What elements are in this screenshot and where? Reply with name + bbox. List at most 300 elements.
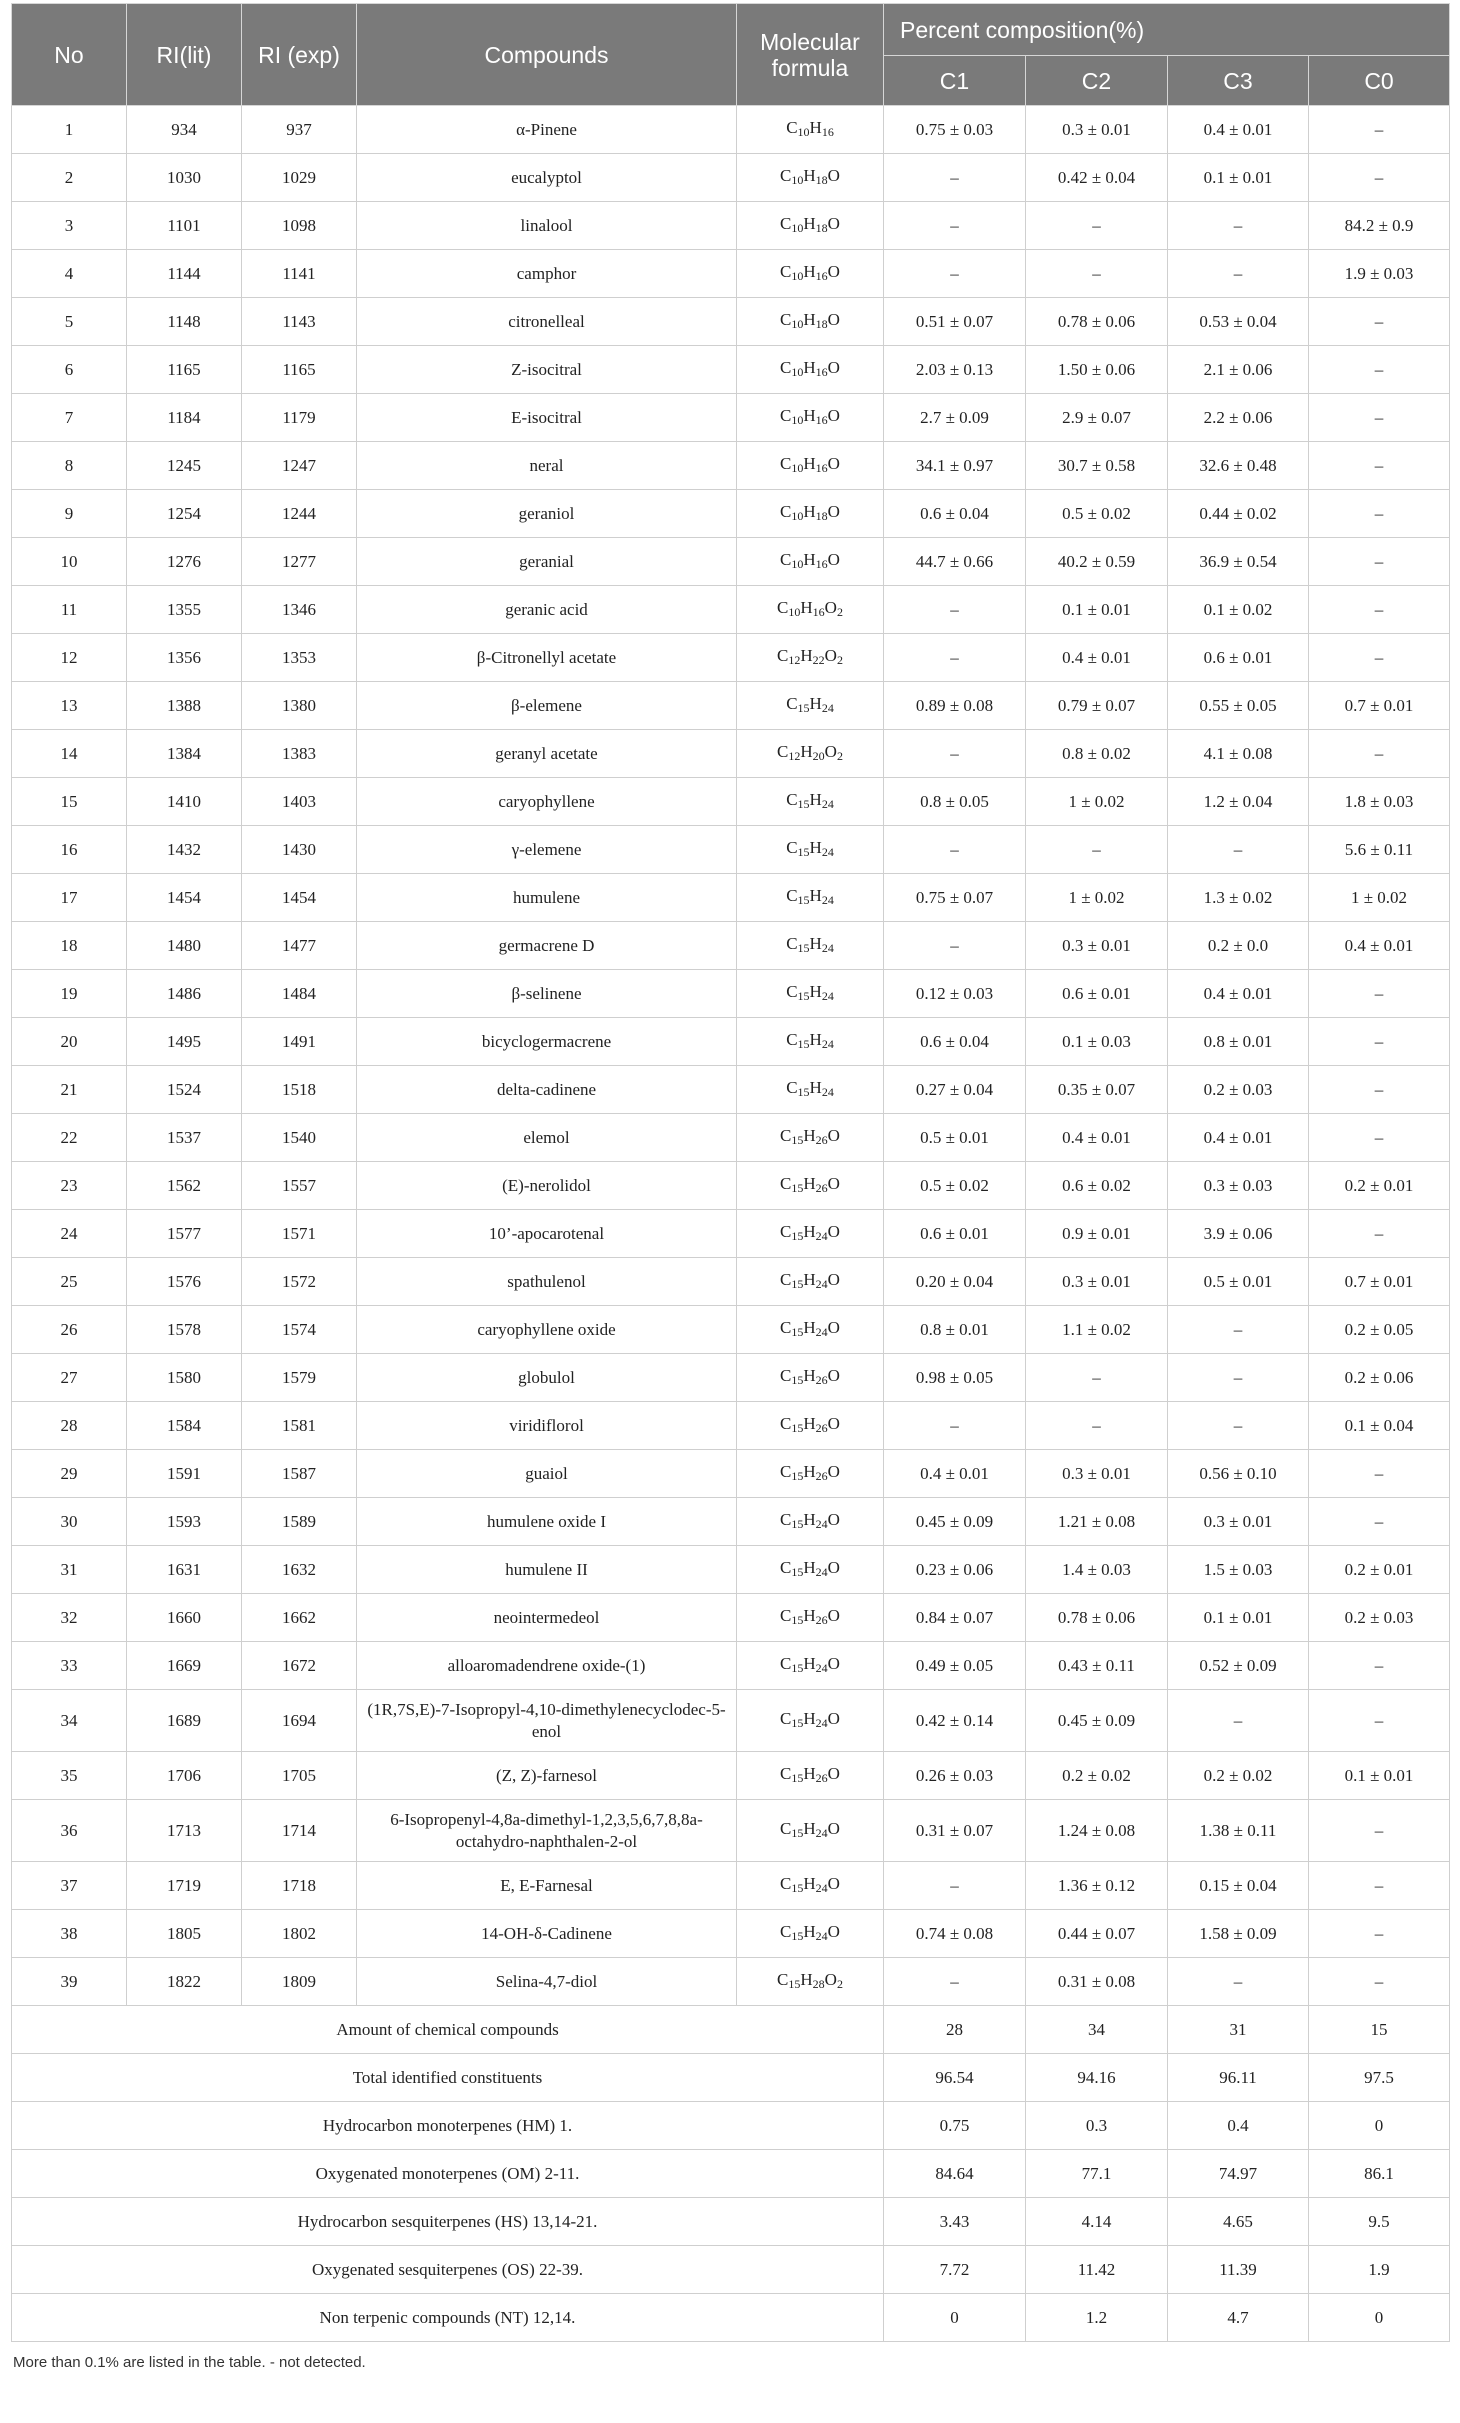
cell-c1: 0.42 ± 0.14 xyxy=(884,1690,1026,1752)
formula-subscript: 16 xyxy=(812,604,825,619)
cell-compound: germacrene D xyxy=(357,922,737,970)
formula-subscript: 10 xyxy=(791,268,804,283)
cell-compound: humulene oxide I xyxy=(357,1498,737,1546)
cell-ri-lit: 1631 xyxy=(127,1546,242,1594)
cell-ri-lit: 1689 xyxy=(127,1690,242,1752)
formula-subscript: 10 xyxy=(797,124,810,139)
cell-ri-exp: 1809 xyxy=(242,1958,357,2006)
table-row xyxy=(12,1354,1450,1402)
formula-element: O xyxy=(824,1969,837,1989)
formula-element: C xyxy=(780,405,792,425)
formula-element: H xyxy=(803,1653,816,1673)
cell-ri-exp: 1403 xyxy=(242,778,357,826)
cell-c2: 0.35 ± 0.07 xyxy=(1026,1066,1168,1114)
table-row xyxy=(12,1862,1450,1910)
formula-element: C xyxy=(786,117,798,137)
cell-no: 17 xyxy=(12,874,127,922)
cell-formula xyxy=(737,634,884,682)
header-no: No xyxy=(12,4,127,106)
table-footnote: More than 0.1% are listed in the table. - not detected. xyxy=(13,2354,366,2371)
cell-c0: 0.2 ± 0.01 xyxy=(1309,1162,1450,1210)
cell-c3: 0.4 ± 0.01 xyxy=(1168,970,1309,1018)
cell-c2: 0.6 ± 0.01 xyxy=(1026,970,1168,1018)
summary-c3: 96.11 xyxy=(1168,2054,1309,2102)
cell-c3: 0.1 ± 0.02 xyxy=(1168,586,1309,634)
cell-ri-lit: 1577 xyxy=(127,1210,242,1258)
table-row xyxy=(12,1306,1450,1354)
cell-compound: 14-OH-δ-Cadinene xyxy=(357,1910,737,1958)
cell-c2: 0.2 ± 0.02 xyxy=(1026,1752,1168,1800)
cell-c0: 0.2 ± 0.05 xyxy=(1309,1306,1450,1354)
formula-element: O xyxy=(827,501,840,521)
cell-ri-exp: 1581 xyxy=(242,1402,357,1450)
summary-c1: 7.72 xyxy=(884,2246,1026,2294)
cell-ri-lit: 1184 xyxy=(127,394,242,442)
summary-c1: 0 xyxy=(884,2294,1026,2342)
cell-c2: 1.24 ± 0.08 xyxy=(1026,1800,1168,1862)
cell-c3: 0.1 ± 0.01 xyxy=(1168,1594,1309,1642)
cell-c2: – xyxy=(1026,250,1168,298)
formula-subscript: 26 xyxy=(815,1468,828,1483)
cell-c1: 0.74 ± 0.08 xyxy=(884,1910,1026,1958)
summary-label: Non terpenic compounds (NT) 12,14. xyxy=(12,2294,884,2342)
cell-ri-lit: 1706 xyxy=(127,1752,242,1800)
formula-subscript: 24 xyxy=(815,1825,828,1840)
formula-subscript: 15 xyxy=(791,1715,804,1730)
cell-compound: E, E-Farnesal xyxy=(357,1862,737,1910)
cell-c0: 0.2 ± 0.01 xyxy=(1309,1546,1450,1594)
header-c2: C2 xyxy=(1026,56,1168,106)
cell-c1: 0.45 ± 0.09 xyxy=(884,1498,1026,1546)
cell-c2: 0.1 ± 0.01 xyxy=(1026,586,1168,634)
formula-element: H xyxy=(809,1077,822,1097)
cell-c0: 0.2 ± 0.06 xyxy=(1309,1354,1450,1402)
formula-element: C xyxy=(780,453,792,473)
cell-ri-lit: 1144 xyxy=(127,250,242,298)
formula-subscript: 26 xyxy=(815,1180,828,1195)
cell-no: 18 xyxy=(12,922,127,970)
cell-formula xyxy=(737,1258,884,1306)
cell-compound: eucalyptol xyxy=(357,154,737,202)
cell-ri-lit: 1591 xyxy=(127,1450,242,1498)
formula-subscript: 15 xyxy=(797,796,810,811)
cell-ri-exp: 1277 xyxy=(242,538,357,586)
cell-no: 23 xyxy=(12,1162,127,1210)
table-row xyxy=(12,874,1450,922)
cell-formula xyxy=(737,394,884,442)
header-percent-composition: Percent composition(%) xyxy=(884,4,1450,56)
cell-compound: β-selinene xyxy=(357,970,737,1018)
summary-row xyxy=(12,2150,1450,2198)
cell-formula xyxy=(737,202,884,250)
summary-c1: 0.75 xyxy=(884,2102,1026,2150)
formula-element: O xyxy=(827,1509,840,1529)
cell-formula xyxy=(737,298,884,346)
cell-c1: 2.7 ± 0.09 xyxy=(884,394,1026,442)
cell-c2: 1 ± 0.02 xyxy=(1026,874,1168,922)
formula-subscript: 15 xyxy=(791,1372,804,1387)
formula-element: C xyxy=(786,837,798,857)
cell-c3: 0.8 ± 0.01 xyxy=(1168,1018,1309,1066)
cell-c2: 0.43 ± 0.11 xyxy=(1026,1642,1168,1690)
cell-c2: 1.4 ± 0.03 xyxy=(1026,1546,1168,1594)
summary-c0: 1.9 xyxy=(1309,2246,1450,2294)
cell-c2: – xyxy=(1026,826,1168,874)
header-compounds: Compounds xyxy=(357,4,737,106)
formula-element: O xyxy=(827,405,840,425)
summary-c1: 84.64 xyxy=(884,2150,1026,2198)
formula-subscript: 15 xyxy=(791,1928,804,1943)
summary-c0: 15 xyxy=(1309,2006,1450,2054)
formula-element: H xyxy=(803,501,816,521)
header-c0: C0 xyxy=(1309,56,1450,106)
cell-ri-exp: 1557 xyxy=(242,1162,357,1210)
table-row xyxy=(12,1402,1450,1450)
cell-c0: 5.6 ± 0.11 xyxy=(1309,826,1450,874)
formula-element: C xyxy=(780,1269,792,1289)
cell-ri-lit: 1524 xyxy=(127,1066,242,1114)
table-row xyxy=(12,1752,1450,1800)
formula-subscript: 15 xyxy=(791,1420,804,1435)
cell-formula xyxy=(737,682,884,730)
summary-c0: 0 xyxy=(1309,2294,1450,2342)
formula-subscript: 26 xyxy=(815,1612,828,1627)
formula-subscript: 18 xyxy=(815,316,828,331)
cell-formula xyxy=(737,586,884,634)
cell-c0: – xyxy=(1309,970,1450,1018)
cell-ri-exp: 1540 xyxy=(242,1114,357,1162)
formula-element: H xyxy=(800,597,813,617)
cell-formula xyxy=(737,1800,884,1862)
cell-c3: 0.44 ± 0.02 xyxy=(1168,490,1309,538)
cell-formula xyxy=(737,1354,884,1402)
table-row xyxy=(12,922,1450,970)
cell-c0: – xyxy=(1309,490,1450,538)
cell-c2: 0.45 ± 0.09 xyxy=(1026,1690,1168,1752)
cell-compound: humulene II xyxy=(357,1546,737,1594)
formula-element: H xyxy=(809,981,822,1001)
cell-compound: geranyl acetate xyxy=(357,730,737,778)
summary-c1: 96.54 xyxy=(884,2054,1026,2102)
cell-c2: – xyxy=(1026,1402,1168,1450)
cell-c2: 0.5 ± 0.02 xyxy=(1026,490,1168,538)
formula-element: O xyxy=(827,357,840,377)
formula-subscript: 15 xyxy=(797,892,810,907)
cell-formula xyxy=(737,1690,884,1752)
formula-element: C xyxy=(780,1763,792,1783)
formula-element: O xyxy=(827,309,840,329)
cell-c3: 0.4 ± 0.01 xyxy=(1168,106,1309,154)
formula-element: C xyxy=(780,1317,792,1337)
cell-c3: 0.2 ± 0.0 xyxy=(1168,922,1309,970)
formula-element: O xyxy=(827,1221,840,1241)
cell-c3: 1.38 ± 0.11 xyxy=(1168,1800,1309,1862)
cell-formula xyxy=(737,490,884,538)
cell-formula xyxy=(737,1210,884,1258)
cell-no: 10 xyxy=(12,538,127,586)
formula-subscript: 16 xyxy=(821,124,834,139)
formula-subscript: 15 xyxy=(791,1660,804,1675)
formula-subscript: 15 xyxy=(791,1228,804,1243)
formula-element: H xyxy=(803,1921,816,1941)
formula-element: H xyxy=(803,1221,816,1241)
summary-c0: 97.5 xyxy=(1309,2054,1450,2102)
formula-element: H xyxy=(803,357,816,377)
cell-c3: – xyxy=(1168,1402,1309,1450)
formula-element: O xyxy=(827,165,840,185)
formula-element: H xyxy=(803,1461,816,1481)
header-ri-exp: RI (exp) xyxy=(242,4,357,106)
cell-compound: globulol xyxy=(357,1354,737,1402)
cell-compound: β-Citronellyl acetate xyxy=(357,634,737,682)
cell-c1: 0.89 ± 0.08 xyxy=(884,682,1026,730)
cell-ri-lit: 1276 xyxy=(127,538,242,586)
table-row xyxy=(12,778,1450,826)
cell-formula xyxy=(737,1066,884,1114)
formula-subscript: 24 xyxy=(821,940,834,955)
formula-element: O xyxy=(824,741,837,761)
table-body xyxy=(12,106,1450,2342)
table-row xyxy=(12,1450,1450,1498)
cell-compound: neointermedeol xyxy=(357,1594,737,1642)
cell-c0: – xyxy=(1309,154,1450,202)
cell-no: 24 xyxy=(12,1210,127,1258)
formula-subscript: 2 xyxy=(836,748,843,763)
formula-element: O xyxy=(827,1921,840,1941)
cell-c2: 1.21 ± 0.08 xyxy=(1026,1498,1168,1546)
formula-subscript: 16 xyxy=(815,556,828,571)
formula-element: O xyxy=(827,1763,840,1783)
header-c1: C1 xyxy=(884,56,1026,106)
composition-table xyxy=(11,3,1450,2342)
cell-c1: 0.20 ± 0.04 xyxy=(884,1258,1026,1306)
cell-c0: 0.1 ± 0.04 xyxy=(1309,1402,1450,1450)
formula-subscript: 24 xyxy=(815,1228,828,1243)
formula-subscript: 15 xyxy=(797,844,810,859)
cell-compound: geranial xyxy=(357,538,737,586)
cell-ri-exp: 1383 xyxy=(242,730,357,778)
cell-c2: 40.2 ± 0.59 xyxy=(1026,538,1168,586)
formula-element: O xyxy=(827,453,840,473)
formula-element: C xyxy=(780,1365,792,1385)
formula-element: C xyxy=(777,1969,789,1989)
cell-c1: – xyxy=(884,1958,1026,2006)
formula-element: C xyxy=(780,501,792,521)
formula-element: H xyxy=(809,693,822,713)
table-row xyxy=(12,442,1450,490)
cell-compound: caryophyllene xyxy=(357,778,737,826)
formula-subscript: 16 xyxy=(815,460,828,475)
cell-compound: γ-elemene xyxy=(357,826,737,874)
formula-element: C xyxy=(780,1461,792,1481)
cell-ri-lit: 1537 xyxy=(127,1114,242,1162)
cell-c0: 1 ± 0.02 xyxy=(1309,874,1450,922)
cell-formula xyxy=(737,346,884,394)
formula-subscript: 15 xyxy=(791,1132,804,1147)
summary-c2: 0.3 xyxy=(1026,2102,1168,2150)
cell-c0: – xyxy=(1309,1800,1450,1862)
cell-no: 26 xyxy=(12,1306,127,1354)
cell-ri-exp: 1454 xyxy=(242,874,357,922)
cell-ri-lit: 1669 xyxy=(127,1642,242,1690)
cell-c0: – xyxy=(1309,346,1450,394)
cell-ri-exp: 1353 xyxy=(242,634,357,682)
formula-element: H xyxy=(800,1969,813,1989)
formula-element: H xyxy=(803,213,816,233)
formula-element: C xyxy=(780,1125,792,1145)
formula-subscript: 24 xyxy=(815,1324,828,1339)
cell-c1: – xyxy=(884,634,1026,682)
cell-ri-exp: 1802 xyxy=(242,1910,357,1958)
cell-compound: linalool xyxy=(357,202,737,250)
formula-element: H xyxy=(803,1605,816,1625)
cell-no: 7 xyxy=(12,394,127,442)
cell-ri-exp: 1477 xyxy=(242,922,357,970)
formula-subscript: 24 xyxy=(821,1036,834,1051)
formula-element: O xyxy=(824,597,837,617)
summary-c2: 11.42 xyxy=(1026,2246,1168,2294)
cell-compound: α-Pinene xyxy=(357,106,737,154)
cell-ri-lit: 1562 xyxy=(127,1162,242,1210)
cell-ri-exp: 1705 xyxy=(242,1752,357,1800)
cell-no: 32 xyxy=(12,1594,127,1642)
cell-c2: 0.1 ± 0.03 xyxy=(1026,1018,1168,1066)
cell-ri-exp: 1380 xyxy=(242,682,357,730)
cell-c3: 1.5 ± 0.03 xyxy=(1168,1546,1309,1594)
cell-c3: 4.1 ± 0.08 xyxy=(1168,730,1309,778)
table-row xyxy=(12,250,1450,298)
formula-element: C xyxy=(780,1818,792,1838)
formula-element: C xyxy=(780,1509,792,1529)
cell-c2: 1.1 ± 0.02 xyxy=(1026,1306,1168,1354)
cell-compound: viridiflorol xyxy=(357,1402,737,1450)
formula-subscript: 24 xyxy=(815,1660,828,1675)
formula-element: H xyxy=(803,1509,816,1529)
cell-c0: 1.9 ± 0.03 xyxy=(1309,250,1450,298)
header-c3: C3 xyxy=(1168,56,1309,106)
cell-c0: – xyxy=(1309,586,1450,634)
cell-compound: alloaromadendrene oxide-(1) xyxy=(357,1642,737,1690)
cell-c2: 0.44 ± 0.07 xyxy=(1026,1910,1168,1958)
formula-element: C xyxy=(780,1921,792,1941)
cell-c0: – xyxy=(1309,1690,1450,1752)
cell-ri-lit: 1584 xyxy=(127,1402,242,1450)
formula-subscript: 10 xyxy=(791,556,804,571)
cell-ri-lit: 1432 xyxy=(127,826,242,874)
summary-c2: 94.16 xyxy=(1026,2054,1168,2102)
cell-no: 15 xyxy=(12,778,127,826)
table-row xyxy=(12,586,1450,634)
cell-no: 27 xyxy=(12,1354,127,1402)
cell-c3: 0.55 ± 0.05 xyxy=(1168,682,1309,730)
cell-ri-lit: 1805 xyxy=(127,1910,242,1958)
cell-ri-lit: 1101 xyxy=(127,202,242,250)
formula-element: H xyxy=(803,1269,816,1289)
formula-element: C xyxy=(786,1077,798,1097)
cell-c1: 0.84 ± 0.07 xyxy=(884,1594,1026,1642)
cell-c0: – xyxy=(1309,1018,1450,1066)
formula-subscript: 26 xyxy=(815,1770,828,1785)
formula-subscript: 15 xyxy=(791,1612,804,1627)
cell-ri-exp: 1589 xyxy=(242,1498,357,1546)
cell-c3: 0.56 ± 0.10 xyxy=(1168,1450,1309,1498)
cell-no: 25 xyxy=(12,1258,127,1306)
cell-no: 22 xyxy=(12,1114,127,1162)
table-row xyxy=(12,538,1450,586)
formula-subscript: 22 xyxy=(812,652,825,667)
summary-row xyxy=(12,2198,1450,2246)
cell-ri-exp: 1587 xyxy=(242,1450,357,1498)
cell-c0: – xyxy=(1309,1910,1450,1958)
cell-c2: 0.79 ± 0.07 xyxy=(1026,682,1168,730)
formula-element: H xyxy=(803,309,816,329)
cell-ri-exp: 1179 xyxy=(242,394,357,442)
cell-c1: 0.75 ± 0.07 xyxy=(884,874,1026,922)
formula-element: H xyxy=(803,549,816,569)
formula-element: C xyxy=(780,165,792,185)
cell-ri-exp: 1672 xyxy=(242,1642,357,1690)
cell-c1: – xyxy=(884,922,1026,970)
table-row xyxy=(12,826,1450,874)
summary-row xyxy=(12,2246,1450,2294)
cell-no: 39 xyxy=(12,1958,127,2006)
cell-ri-lit: 1030 xyxy=(127,154,242,202)
cell-compound: elemol xyxy=(357,1114,737,1162)
cell-compound: neral xyxy=(357,442,737,490)
cell-ri-lit: 1719 xyxy=(127,1862,242,1910)
cell-formula xyxy=(737,1862,884,1910)
formula-subscript: 15 xyxy=(791,1324,804,1339)
cell-ri-lit: 1410 xyxy=(127,778,242,826)
cell-c0: – xyxy=(1309,1450,1450,1498)
formula-element: C xyxy=(780,1173,792,1193)
formula-element: O xyxy=(827,1173,840,1193)
cell-no: 5 xyxy=(12,298,127,346)
cell-c0: 0.1 ± 0.01 xyxy=(1309,1752,1450,1800)
cell-formula xyxy=(737,106,884,154)
summary-c2: 34 xyxy=(1026,2006,1168,2054)
cell-compound: bicyclogermacrene xyxy=(357,1018,737,1066)
cell-c3: 32.6 ± 0.48 xyxy=(1168,442,1309,490)
cell-ri-exp: 1143 xyxy=(242,298,357,346)
summary-label: Total identified constituents xyxy=(12,2054,884,2102)
summary-label: Amount of chemical compounds xyxy=(12,2006,884,2054)
cell-formula xyxy=(737,922,884,970)
cell-c0: – xyxy=(1309,1958,1450,2006)
cell-ri-exp: 1165 xyxy=(242,346,357,394)
cell-ri-exp: 1718 xyxy=(242,1862,357,1910)
summary-row xyxy=(12,2006,1450,2054)
cell-c3: 0.2 ± 0.03 xyxy=(1168,1066,1309,1114)
formula-subscript: 20 xyxy=(812,748,825,763)
cell-compound: (E)-nerolidol xyxy=(357,1162,737,1210)
cell-ri-lit: 1480 xyxy=(127,922,242,970)
cell-c1: 0.6 ± 0.04 xyxy=(884,490,1026,538)
cell-c3: 0.6 ± 0.01 xyxy=(1168,634,1309,682)
cell-c2: 0.3 ± 0.01 xyxy=(1026,1258,1168,1306)
formula-element: O xyxy=(827,1557,840,1577)
cell-formula xyxy=(737,1752,884,1800)
formula-subscript: 15 xyxy=(791,1825,804,1840)
summary-c0: 0 xyxy=(1309,2102,1450,2150)
cell-c3: – xyxy=(1168,826,1309,874)
formula-element: O xyxy=(827,1653,840,1673)
cell-no: 8 xyxy=(12,442,127,490)
cell-c0: 1.8 ± 0.03 xyxy=(1309,778,1450,826)
cell-c2: 0.31 ± 0.08 xyxy=(1026,1958,1168,2006)
cell-c3: 0.5 ± 0.01 xyxy=(1168,1258,1309,1306)
cell-ri-lit: 1245 xyxy=(127,442,242,490)
